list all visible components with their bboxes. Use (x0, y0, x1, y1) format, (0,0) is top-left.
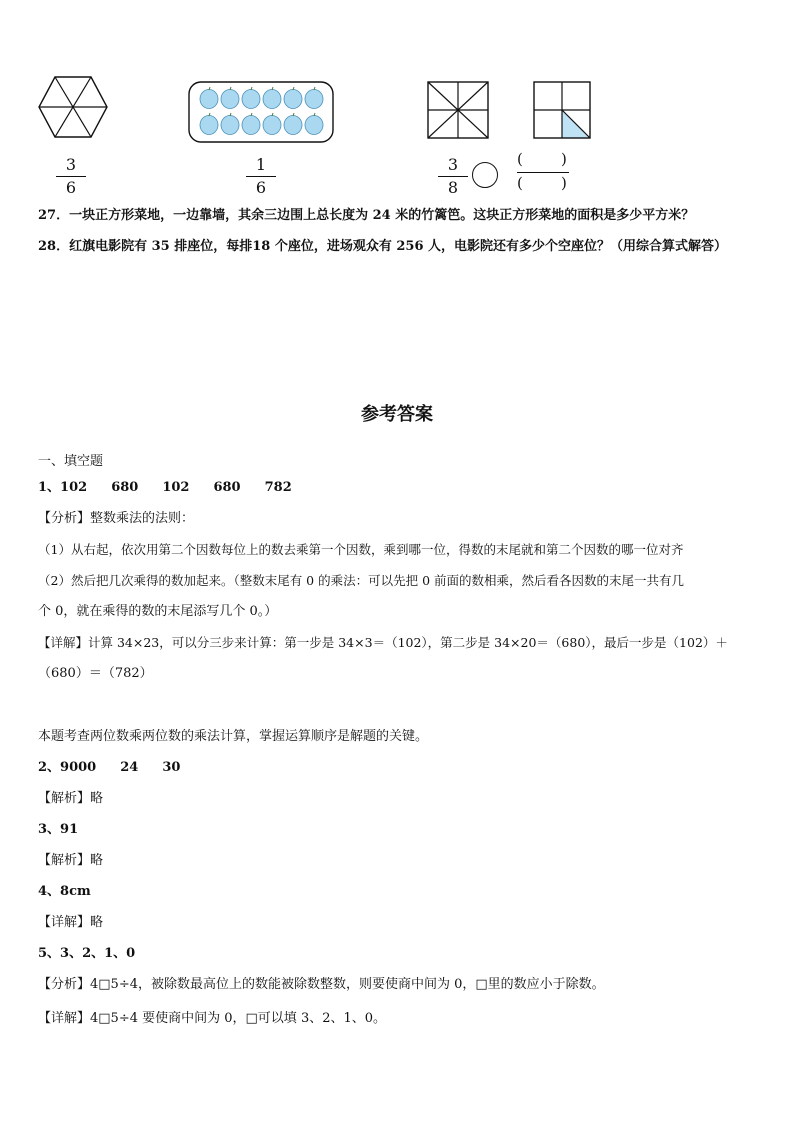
hexagon-figure (38, 76, 108, 138)
answer-5-analysis: 【分析】4□5÷4，被除数最高位上的数能被除数整数，则要使商中间为 0，□里的数应小于除数。 (38, 977, 605, 992)
answer-2-note: 【解析】略 (38, 791, 104, 806)
answer-1-summary: 本题考查两位数乘两位数的乘法计算，掌握运算顺序是解题的关键。 (38, 729, 429, 744)
apple-box-figure (188, 81, 334, 143)
answer-1-rule-2a: （2）然后把几次乘得的数加起来。（整数末尾有 0 的乘法：可以先把 0 前面的数相乘，然后看各因数的末尾一共有几 (38, 573, 685, 588)
answer-1-rule-2b: 个 0，就在乘得的数的末尾添写几个 0。） (38, 604, 278, 619)
answer-4-note: 【详解】略 (38, 915, 104, 930)
answer-3-note: 【解析】略 (38, 853, 104, 868)
answer-2-values: 2、9000 24 30 (38, 760, 181, 775)
answer-5: 5、3、2、1、0 (38, 946, 136, 961)
answer-1-rule-1: （1）从右起，依次用第二个因数每位上的数去乘第一个因数，乘到哪一位，得数的末尾就和第二个因数的哪一位对齐 (38, 542, 684, 557)
answer-3: 3、91 (38, 822, 79, 837)
square-grid-figure (533, 81, 591, 139)
answer-5-detail: 【详解】4□5÷4 要使商中间为 0，□可以填 3、2、1、0。 (38, 1011, 387, 1026)
comparison-circle[interactable] (472, 162, 498, 188)
square-lines-fraction: 3 8 (438, 156, 468, 197)
section-heading: 一、填空题 (38, 454, 104, 469)
answer-4: 4、8cm (38, 884, 91, 899)
answer-1-values: 1、102 680 102 680 782 (38, 480, 292, 495)
answer-1-analysis-title: 【分析】整数乘法的法则： (38, 511, 195, 526)
square-lines-figure (427, 81, 489, 139)
question-28: 28．红旗电影院有 35 排座位，每排18 个座位，进场观众有 256 人，电影院还有多少个空座位？（用综合算式解答） (38, 239, 728, 254)
blank-fraction[interactable]: ( ) ( ) (515, 150, 571, 194)
answer-1-detail-a: 【详解】计算 34×23，可以分三步来计算：第一步是 34×3＝（102），第二步是 34×20＝（680），最后一步是（102）＋ (38, 635, 728, 650)
apple-fraction: 1 6 (246, 156, 276, 197)
question-27: 27．一块正方形菜地，一边靠墙，其余三边围上总长度为 24 米的竹篱笆。这块正方形菜地的面积是多少平方米？ (38, 208, 695, 223)
answer-title: 参考答案 (361, 404, 433, 425)
answer-1-detail-b: （680）＝（782） (38, 666, 153, 681)
hexagon-fraction: 3 6 (56, 156, 86, 197)
